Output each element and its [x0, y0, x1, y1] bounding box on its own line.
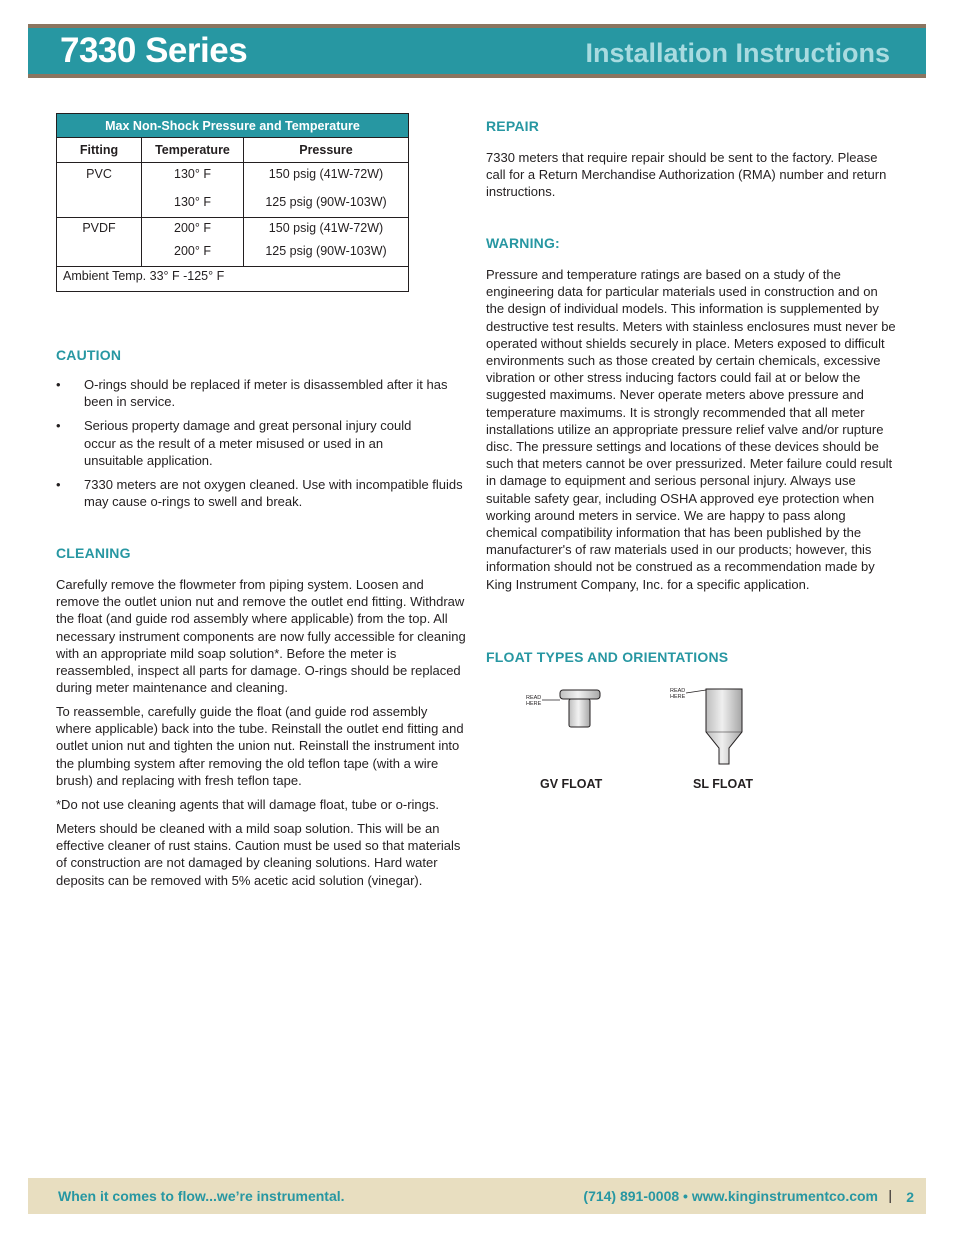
temperature-cell: 130° F — [142, 193, 244, 218]
ambient-temperature-cell: Ambient Temp. 33° F -125° F — [57, 267, 409, 292]
column-header-temperature: Temperature — [142, 138, 244, 163]
column-header-pressure: Pressure — [244, 138, 409, 163]
table-row-ambient — [57, 267, 409, 292]
temperature-cell: 200° F — [142, 243, 244, 267]
gv-float-label: GV FLOAT — [540, 777, 603, 791]
table-row — [57, 218, 409, 244]
repair-paragraph: 7330 meters that require repair should be sent to the factory. Please call for a Return Merchandise Authorization (RMA) number and return instructions. — [486, 150, 887, 200]
list-item — [56, 376, 471, 410]
page-number: 2 — [906, 1189, 914, 1205]
gv-float-stem — [569, 699, 590, 727]
sl-float-diagram — [666, 684, 756, 769]
read-here-label-line1: READ — [670, 688, 686, 694]
footer-contact: (714) 891-0008 • www.kinginstrumentco.com — [583, 1188, 878, 1204]
column-header-fitting: Fitting — [57, 138, 142, 163]
repair-heading: REPAIR — [486, 118, 540, 134]
pressure-cell: 150 psig (41W-72W) — [244, 163, 409, 194]
caution-list — [56, 376, 471, 517]
read-here-pointer — [686, 690, 706, 693]
bullet-icon: • — [56, 418, 61, 434]
warning-heading: WARNING: — [486, 235, 560, 251]
fitting-cell: PVC — [57, 163, 142, 218]
series-title: 7330 Series — [60, 31, 248, 70]
gv-float-diagram — [520, 684, 610, 734]
sl-float-body — [706, 689, 742, 764]
footer-tagline: When it comes to flow...we’re instrumental. — [58, 1188, 345, 1204]
caution-heading: CAUTION — [56, 347, 122, 363]
gv-float-head — [560, 690, 600, 699]
cleaning-heading: CLEANING — [56, 545, 131, 561]
temperature-cell: 130° F — [142, 163, 244, 194]
table-row — [57, 163, 409, 194]
cleaning-paragraph-1: Carefully remove the flowmeter from piping system. Loosen and remove the outlet union nut and remove the outlet end fitting. Withdraw the float (and guide rod assembly where applicable) from the top. All necessary instrument components are now fully accessible for cleaning with an appropriate mild soap solution*. Before the meter is reassembled, inspect all parts for damage. O-rings should be replaced during meter maintenance and cleaning. — [56, 577, 466, 696]
pressure-cell: 150 psig (41W-72W) — [244, 218, 409, 244]
caution-item-text: O-rings should be replaced if meter is disassembled after it has been in service. — [84, 377, 448, 410]
cleaning-paragraph-4: Meters should be cleaned with a mild soap solution. This will be an effective cleaner of rust stains. Caution must be used so that materials of construction are not damaged by cleaning solutions. Hard water deposits can be removed with 5% acetic acid solution (vinegar). — [56, 821, 461, 888]
bullet-icon: • — [56, 477, 61, 493]
footer-separator: | — [888, 1187, 892, 1203]
table-header-row — [57, 138, 409, 163]
pressure-cell: 125 psig (90W-103W) — [244, 193, 409, 218]
page-footer — [28, 1178, 926, 1214]
sl-float-label: SL FLOAT — [693, 777, 753, 791]
page-header — [28, 28, 926, 74]
temperature-cell: 200° F — [142, 218, 244, 244]
warning-paragraph: Pressure and temperature ratings are based on a study of the engineering data for particular materials used in construction and on the design of individual models. This information is supplemented by destructive test results. Meters with stainless enclosures must never be operated without shields securely in place. Meters exposed to difficult environments such as those created by certain chemicals, excessive vibration or other stress inducing factors could fail at or below the suggested maximums. Never operate meters above pressure and temperature maximums. It is strongly recommended that all meter installations utilize an appropriate pressure relief valve and/or rupture disc. The pressure settings and locations of these devices should be such that meters cannot be over pressurized. Meter failure could result in damage to equipment and serious personal injury. Always use suitable safety gear, including OSHA approved eye protection when working around meters in service. We are happy to pass along chemical compatibility information that has been published by the manufacturer's of raw materials used in our products; however, this information should not be construed as a recommendation made by King Instrument Company, Inc. for a specific application. — [486, 267, 896, 592]
header-bottom-rule — [28, 74, 926, 78]
float-types-heading: FLOAT TYPES AND ORIENTATIONS — [486, 649, 729, 665]
bullet-icon: • — [56, 377, 61, 392]
cleaning-paragraph-2: To reassemble, carefully guide the float (and guide rod assembly where applicable) back into the tube. Reinstall the outlet end fitting and outlet union nut and tighten the union nut. Reinstall the instrument into the plumbing system after removing the old teflon tape (with a wire brush) and replacing with fresh teflon tape. — [56, 704, 464, 788]
read-here-label-line2: HERE — [670, 694, 686, 700]
pressure-temperature-table — [56, 113, 409, 292]
table-caption: Max Non-Shock Pressure and Temperature — [57, 114, 409, 138]
list-item — [56, 476, 471, 510]
read-here-label-line1: READ — [526, 695, 542, 701]
pressure-cell: 125 psig (90W-103W) — [244, 243, 409, 267]
caution-item-text: 7330 meters are not oxygen cleaned. Use with incompatible fluids may cause o-rings to swell and break. — [84, 477, 463, 510]
caution-item-text: Serious property damage and great personal injury could occur as the result of a meter misused or used in an unsuitable application. — [84, 418, 412, 468]
list-item — [56, 417, 471, 469]
document-title: Installation Instructions — [585, 38, 890, 68]
read-here-label-line2: HERE — [526, 701, 542, 707]
cleaning-footnote: *Do not use cleaning agents that will damage float, tube or o-rings. — [56, 797, 440, 812]
fitting-cell: PVDF — [57, 218, 142, 267]
